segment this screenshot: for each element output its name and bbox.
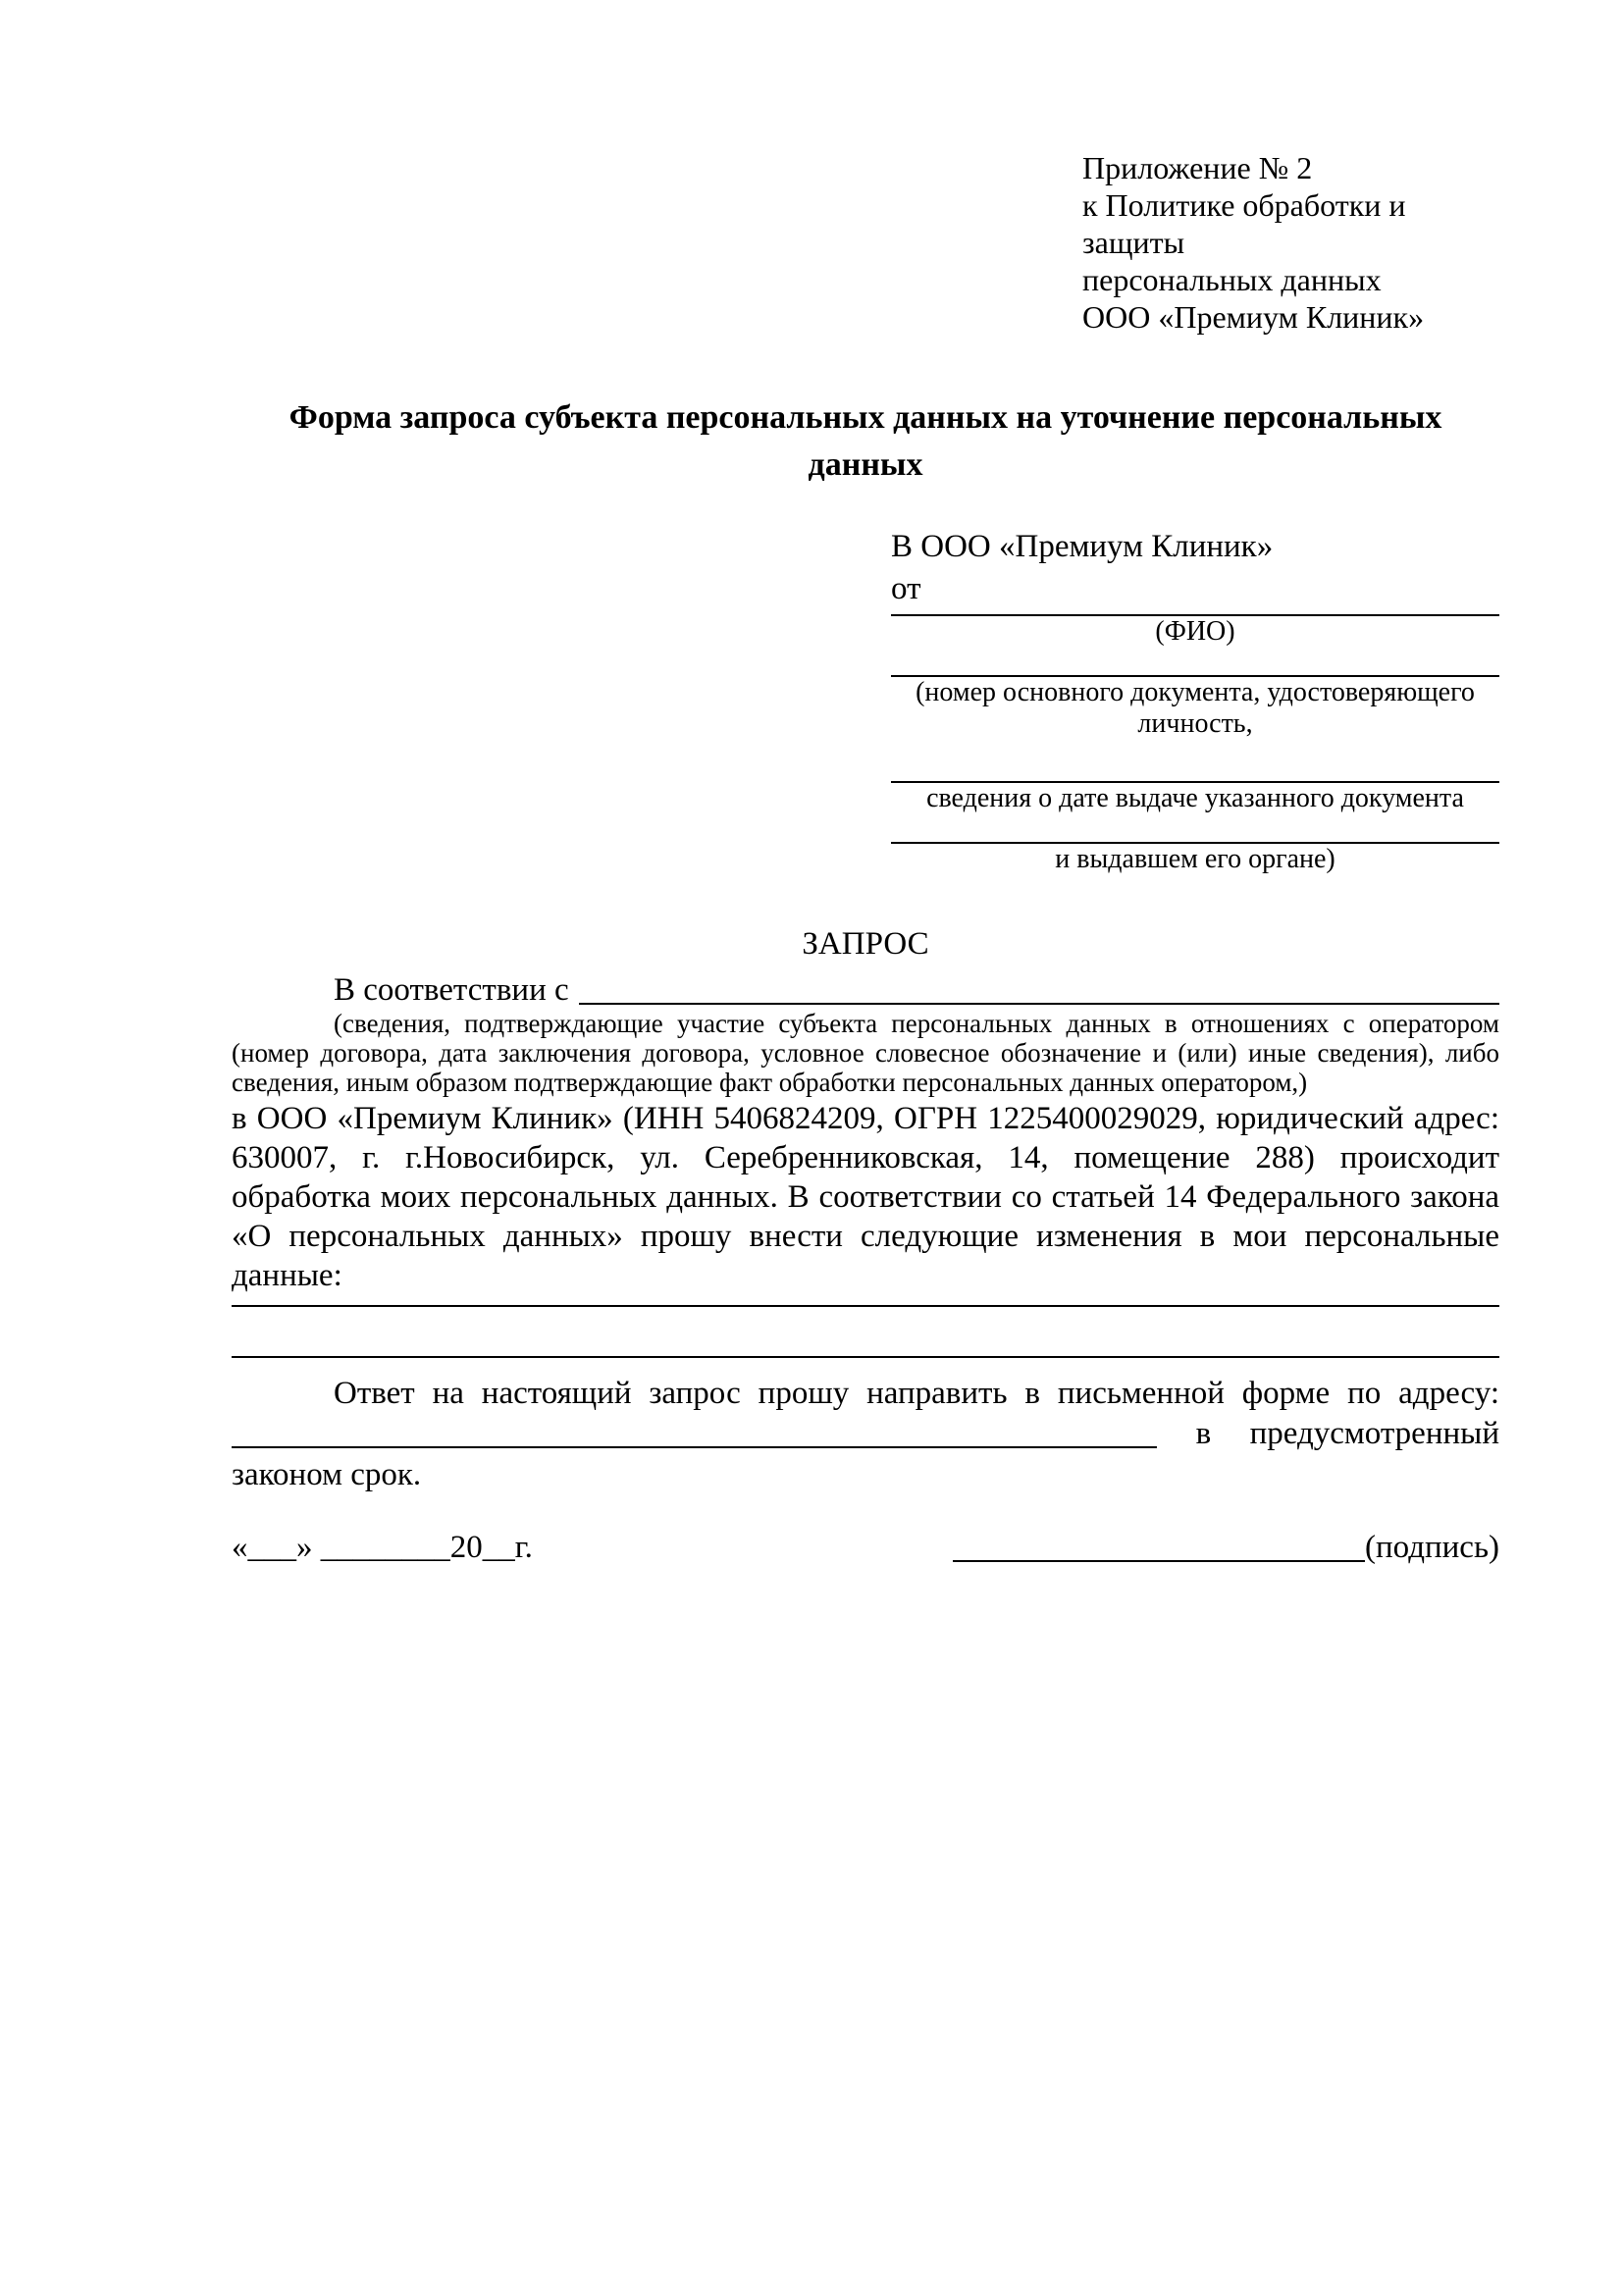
reply-address-row [232,1413,1499,1454]
annex-line: Приложение № 2 [1082,150,1313,185]
request-heading: ЗАПРОС [802,926,929,962]
annex-block [1082,149,1499,336]
doc-date-blank-line [891,740,1499,783]
fio-caption: (ФИО) [1155,616,1235,647]
body-paragraph: в ООО «Премиум Клиник» (ИНН 5406824209, ОГРН 1225400029029, юридический адрес: 630007, г. г.Новосибирск, ул. Серебренниковская, 14, помещение 288) происходит обработка моих персональных данных. В соответствии со статьей 14 Федерального закона «О персональных данных» прошу внести следующие изменения в мои персональные данные: [232,1101,1499,1293]
address-blank-line [232,1446,1157,1448]
basis-note: (сведения, подтверждающие участие субъекта персональных данных в отношениях с оператором (номер договора, дата заключения договора, условное словесное обозначение и (или) иные сведения), либо сведения, иным образом подтверждающие факт обработки персональных данных оператором,) [232,1009,1499,1097]
changes-blank-line-1 [232,1295,1499,1307]
document-title: Форма запроса субъекта персональных данных на уточнение персональных данных [288,399,1442,483]
doc-issuer-caption: и выдавшем его органе) [1055,844,1335,874]
annex-line: персональных данных [1082,262,1382,297]
basis-blank-line [579,971,1499,1005]
doc-issuer-blank-line [891,814,1499,844]
annex-line: к Политике обработки и защиты [1082,187,1406,260]
doc-number-caption: (номер основного документа, удостоверяющего личность, [916,677,1475,739]
doc-number-blank-line [891,648,1499,677]
reply-word-prescribed: предусмотренный [1249,1416,1499,1451]
basis-row [232,971,1499,1009]
reply-paragraph: Ответ на настоящий запрос прошу направить в письменной форме по адресу: [334,1376,1499,1411]
addressee-from-label: от [891,571,921,606]
reply-word-in: в [1195,1416,1212,1451]
fio-blank-line [891,608,1499,616]
reply-tail: законом срок. [232,1457,422,1492]
changes-blank-line-2 [232,1307,1499,1358]
addressee-to: В ООО «Премиум Клиник» [891,529,1274,564]
doc-date-caption: сведения о дате выдаче указанного документа [926,783,1464,813]
basis-prefix: В соответствии с [334,972,569,1008]
annex-line: ООО «Премиум Клиник» [1082,299,1425,335]
date-placeholder: «___» ________20__г. [232,1530,533,1565]
signature-caption: (подпись) [1365,1530,1499,1565]
addressee-block [891,524,1499,875]
signature-blank-line [953,1560,1365,1562]
signature-group [953,1527,1499,1568]
footer-row [232,1527,1499,1568]
